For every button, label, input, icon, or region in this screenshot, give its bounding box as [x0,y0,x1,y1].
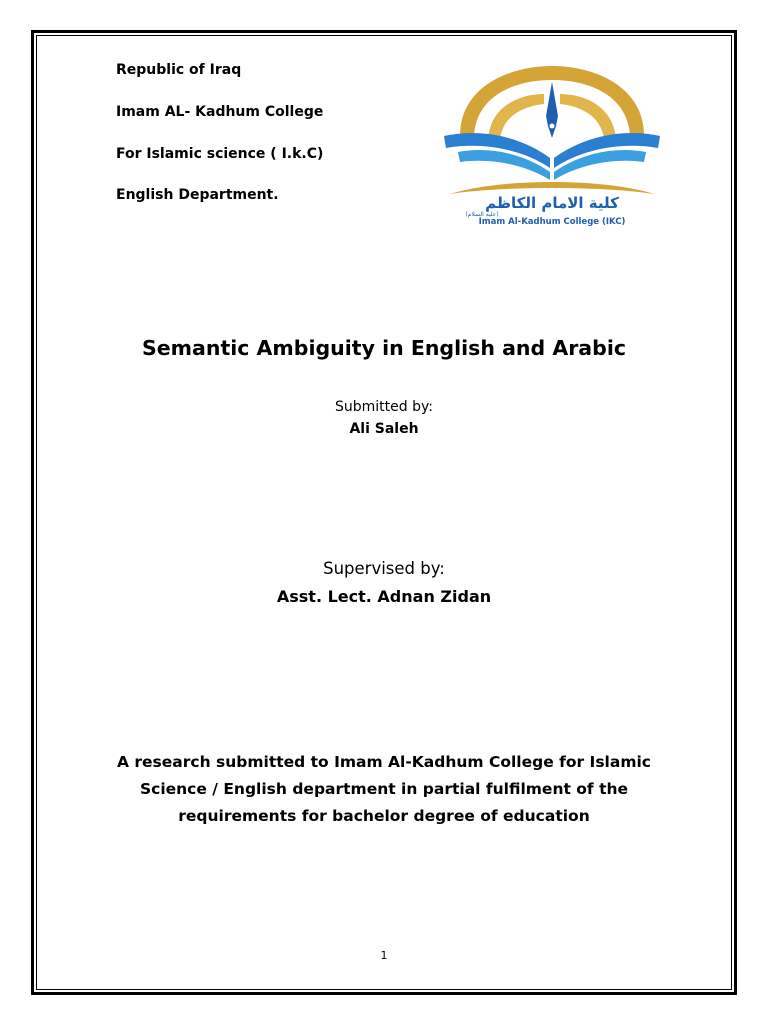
research-line: Science / English department in partial fulfilment of the [139,780,629,798]
header-college: Imam AL- Kadhum College [116,104,324,120]
logo-arabic-text: كلية الامام الكاظم [485,194,619,212]
research-line: requirements for bachelor degree of education [178,807,590,825]
page-number: 1 [380,949,388,962]
logo-english-text: Imam Al-Kadhum College (IKC) [478,217,626,227]
submitted-by-name: Ali Saleh [349,421,419,437]
supervised-by-name: Asst. Lect. Adnan Zidan [276,587,492,606]
research-statement [36,749,732,830]
logo-arabic-subtext: (عليه السلام) [465,211,499,218]
supervised-by-label: Supervised by: [323,559,445,578]
submitted-by-label: Submitted by: [335,399,433,415]
research-line: A research submitted to Imam Al-Kadhum College for Islamic [117,753,651,771]
header-country: Republic of Iraq [116,62,242,78]
header-department: English Department. [116,187,279,203]
college-logo [440,66,664,232]
header-faculty: For Islamic science ( I.k.C) [116,146,324,162]
document-title: Semantic Ambiguity in English and Arabic [141,336,626,360]
